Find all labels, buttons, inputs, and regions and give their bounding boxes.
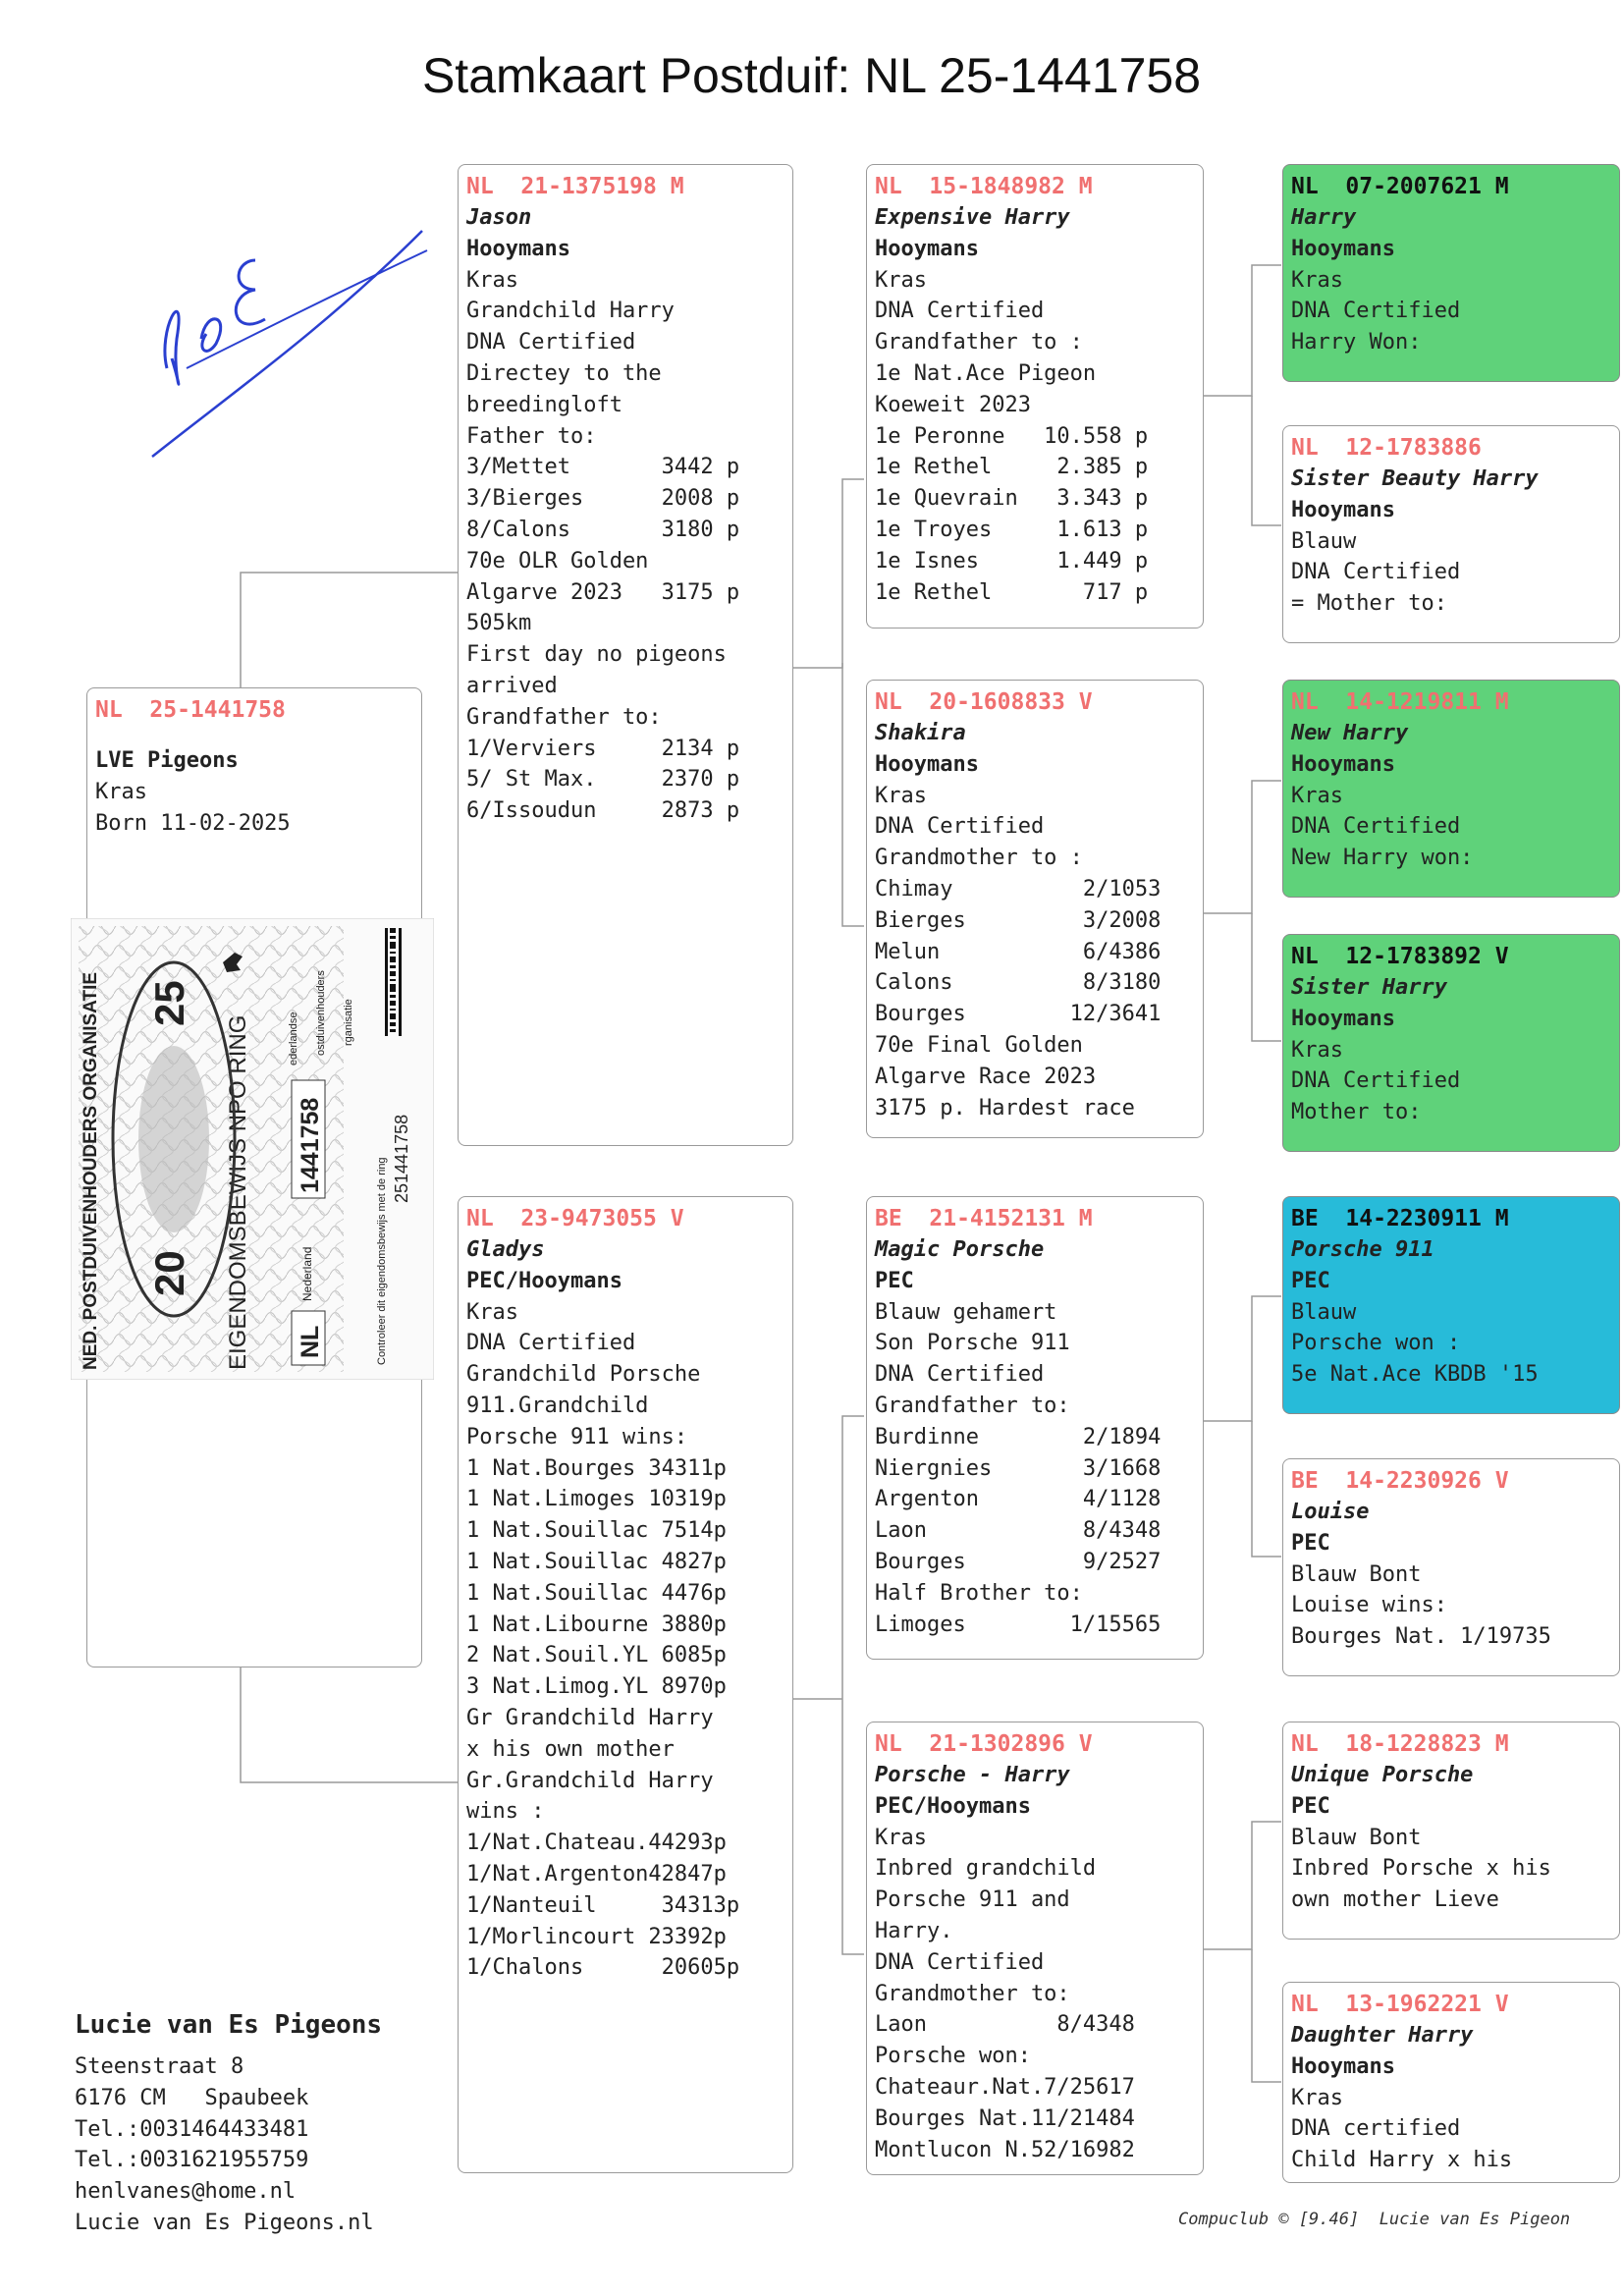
dam-line: 911.Grandchild (466, 1393, 649, 1418)
sss-name: Harry (1291, 205, 1357, 230)
sds-name: New Harry (1291, 721, 1409, 745)
dds-ring: NL 18-1228823 M (1291, 1731, 1509, 1757)
ring-ownership-card (71, 918, 434, 1380)
dsd-line: Bourges Nat. 1/19735 (1291, 1624, 1551, 1650)
sds-line: Kras (1291, 783, 1343, 808)
sd-owner: Hooymans (875, 751, 979, 777)
dam-line: x his own mother (466, 1736, 675, 1762)
ring-logo-2: ostduivenhouders (315, 970, 327, 1056)
dam-line: DNA Certified (466, 1331, 636, 1356)
page-title: Stamkaart Postduif: NL 25-1441758 (421, 48, 1202, 103)
sd-ring: NL 20-1608833 V (875, 689, 1093, 715)
dam-line: 1 Nat.Bourges 34311p (466, 1455, 727, 1481)
sdd-ring: NL 12-1783892 V (1291, 944, 1509, 969)
ss-line: 1e Nat.Ace Pigeon (875, 360, 1097, 386)
ring-number: 1441758 (297, 1097, 324, 1193)
sire-line: 5/ St Max. 2370 p (466, 767, 740, 793)
ssd-ring: NL 12-1783886 (1291, 435, 1482, 461)
ds-name: Magic Porsche (875, 1237, 1045, 1262)
ds-line: Burdinne 2/1894 (875, 1424, 1162, 1449)
sd-line: DNA Certified (875, 814, 1045, 840)
sdd-line: Kras (1291, 1037, 1343, 1063)
dss-ring: BE 14-2230911 M (1291, 1206, 1509, 1231)
sdd-line: Mother to: (1291, 1100, 1422, 1125)
ssd-owner: Hooymans (1291, 497, 1395, 522)
dds-line: Inbred Porsche x his (1291, 1856, 1551, 1882)
ring-title: EIGENDOMSBEWIJS NPO RING (225, 1014, 251, 1370)
ddd-line: Kras (1291, 2085, 1343, 2110)
dd-line: Laon 8/4348 (875, 2012, 1135, 2038)
ds-line: Son Porsche 911 (875, 1331, 1070, 1356)
dds-owner: PEC (1291, 1793, 1330, 1819)
ss-line: 1e Peronne 10.558 p (875, 423, 1149, 449)
sire-sire-card (866, 164, 1204, 629)
dds-name: Unique Porsche (1291, 1763, 1474, 1787)
dsd-line: Blauw Bont (1291, 1561, 1422, 1587)
dd-line: Chateaur.Nat.7/25617 (875, 2074, 1135, 2100)
software-credit: Compuclub © [9.46] Lucie van Es Pigeon (1178, 2210, 1571, 2229)
dam-line: 1/Nanteuil 34313p (466, 1892, 740, 1918)
breeder-website: Lucie van Es Pigeons.nl (75, 2210, 374, 2235)
breeder-phone-2: Tel.:0031621955759 (75, 2148, 309, 2173)
breeder-phone-1: Tel.:0031464433481 (75, 2116, 309, 2142)
sss-line: Harry Won: (1291, 330, 1422, 355)
dam-line: 1/Chalons 20605p (466, 1955, 740, 1981)
sire-owner: Hooymans (466, 236, 570, 261)
dam-line: 2 Nat.Souil.YL 6085p (466, 1643, 727, 1668)
sd-name: Shakira (875, 721, 966, 745)
ddd-card (1282, 1982, 1620, 2183)
dam-line: 1 Nat.Limoges 10319p (466, 1487, 727, 1512)
ring-logo-1: ederlandse (288, 1011, 299, 1066)
dam-line: Grandchild Porsche (466, 1362, 701, 1388)
dam-name: Gladys (466, 1237, 545, 1262)
dam-line: 1 Nat.Souillac 4476p (466, 1580, 727, 1606)
ddd-line: Child Harry x his (1291, 2148, 1513, 2173)
sire-line: Grandchild Harry (466, 299, 675, 324)
sire-line: First day no pigeons (466, 642, 727, 668)
sire-line: 3/Bierges 2008 p (466, 486, 740, 512)
ring-org: NED. POSTDUIVENHOUDERS ORGANISATIE (81, 971, 101, 1370)
breeder-address: Steenstraat 8 (75, 2054, 244, 2079)
sire-name: Jason (466, 205, 532, 230)
breeder-email: henlvanes@home.nl (75, 2179, 297, 2205)
sd-line: Grandmother to : (875, 846, 1083, 871)
sire-line: 1/Verviers 2134 p (466, 736, 740, 761)
sdd-card (1282, 934, 1620, 1152)
dds-card (1282, 1722, 1620, 1940)
ring-check-text: Controleer dit eigendomsbewijs met de ring (376, 1157, 388, 1365)
dsd-ring: BE 14-2230926 V (1291, 1468, 1509, 1494)
ds-line: Laon 8/4348 (875, 1518, 1162, 1544)
sdd-owner: Hooymans (1291, 1006, 1395, 1031)
sss-card (1282, 164, 1620, 382)
sd-line: Melun 6/4386 (875, 939, 1162, 964)
sire-line: 3/Mettet 3442 p (466, 455, 740, 480)
sire-line: DNA Certified (466, 330, 636, 355)
ds-line: Bourges 9/2527 (875, 1549, 1162, 1574)
dam-line: 1 Nat.Libourne 3880p (466, 1612, 727, 1637)
ss-line: 1e Rethel 2.385 p (875, 455, 1149, 480)
ss-line: 1e Troyes 1.613 p (875, 517, 1149, 542)
sire-line: Kras (466, 267, 518, 293)
dam-card (458, 1196, 793, 2173)
dam-line: wins : (466, 1799, 545, 1825)
breeder-city: 6176 CM Spaubeek (75, 2085, 309, 2110)
dd-line: Kras (875, 1825, 927, 1850)
dd-line: Porsche won: (875, 2044, 1031, 2069)
sd-line: 3175 p. Hardest race (875, 1095, 1135, 1121)
ring-year-right: 25 (146, 980, 192, 1026)
ring-land: Nederland (300, 1246, 314, 1301)
sd-line: Bourges 12/3641 (875, 1002, 1162, 1027)
ds-ring: BE 21-4152131 M (875, 1206, 1093, 1231)
ddd-name: Daughter Harry (1291, 2023, 1474, 2048)
dss-card (1282, 1196, 1620, 1414)
ddd-line: DNA certified (1291, 2116, 1461, 2142)
sire-line: 70e OLR Golden (466, 548, 649, 574)
sire-line: 8/Calons 3180 p (466, 517, 740, 542)
dam-line: Kras (466, 1299, 518, 1325)
sire-line: Father to: (466, 423, 597, 449)
sd-line: Chimay 2/1053 (875, 876, 1162, 902)
dsd-name: Louise (1291, 1500, 1370, 1524)
breeder-contact (75, 2008, 382, 2239)
dam-line: Gr Grandchild Harry (466, 1705, 714, 1730)
dam-sire-card (866, 1196, 1204, 1660)
sss-line: DNA Certified (1291, 299, 1461, 324)
dds-line: own mother Lieve (1291, 1887, 1499, 1913)
ss-line: 1e Isnes 1.449 p (875, 548, 1149, 574)
dd-ring: NL 21-1302896 V (875, 1731, 1093, 1757)
dam-line: 3 Nat.Limog.YL 8970p (466, 1674, 727, 1700)
ring-year-left: 20 (146, 1250, 192, 1296)
sds-ring: NL 14-1219811 M (1291, 689, 1509, 715)
sd-line: 70e Final Golden (875, 1032, 1083, 1058)
sire-line: breedingloft (466, 392, 622, 417)
sss-owner: Hooymans (1291, 236, 1395, 261)
ring-logo-3: rganisatie (343, 999, 354, 1046)
sire-card (458, 164, 793, 1146)
sds-owner: Hooymans (1291, 751, 1395, 777)
subject-ring: NL 25-1441758 (95, 697, 286, 723)
sds-card (1282, 680, 1620, 898)
dd-line: DNA Certified (875, 1949, 1045, 1975)
ss-line: Grandfather to : (875, 330, 1083, 355)
ssd-line: = Mother to: (1291, 591, 1447, 617)
dd-line: Porsche 911 and (875, 1887, 1070, 1913)
sire-line: arrived (466, 673, 558, 698)
dss-owner: PEC (1291, 1268, 1330, 1293)
ss-line: 1e Quevrain 3.343 p (875, 486, 1149, 512)
dd-name: Porsche - Harry (875, 1763, 1070, 1787)
sire-line: 505km (466, 611, 532, 636)
ss-owner: Hooymans (875, 236, 979, 261)
dam-line: 1 Nat.Souillac 4827p (466, 1549, 727, 1574)
sdd-line: DNA Certified (1291, 1068, 1461, 1094)
sire-line: Directey to the (466, 360, 662, 386)
dds-line: Blauw Bont (1291, 1825, 1422, 1850)
dam-line: 1/Morlincourt 23392p (466, 1924, 727, 1949)
dam-line: 1 Nat.Souillac 7514p (466, 1518, 727, 1544)
dd-line: Grandmother to: (875, 1981, 1070, 2006)
sss-ring: NL 07-2007621 M (1291, 174, 1509, 199)
dsd-card (1282, 1458, 1620, 1676)
dsd-line: Louise wins: (1291, 1593, 1447, 1618)
ds-line: Grandfather to: (875, 1393, 1070, 1418)
ds-line: Half Brother to: (875, 1580, 1083, 1606)
sd-line: Calons 8/3180 (875, 970, 1162, 996)
ssd-line: DNA Certified (1291, 560, 1461, 585)
dam-line: 1/Nat.Chateau.44293p (466, 1831, 727, 1856)
ssd-card (1282, 425, 1620, 643)
sdd-name: Sister Harry (1291, 975, 1447, 1000)
subject-color: Kras (95, 779, 147, 804)
sd-line: Kras (875, 783, 927, 808)
sire-line: Algarve 2023 3175 p (466, 579, 740, 605)
ds-line: DNA Certified (875, 1362, 1045, 1388)
sire-line: 6/Issoudun 2873 p (466, 798, 740, 824)
sds-line: New Harry won: (1291, 846, 1474, 871)
ddd-ring: NL 13-1962221 V (1291, 1992, 1509, 2017)
dam-line: Porsche 911 wins: (466, 1424, 688, 1449)
dd-line: Inbred grandchild (875, 1856, 1097, 1882)
ddd-owner: Hooymans (1291, 2053, 1395, 2079)
dss-line: 5e Nat.Ace KBDB '15 (1291, 1362, 1539, 1388)
ssd-line: Blauw (1291, 528, 1357, 554)
ring-country: NL (297, 1325, 324, 1358)
ring-barcode-number: 251441758 (392, 1114, 411, 1203)
ss-line: DNA Certified (875, 299, 1045, 324)
sd-line: Algarve Race 2023 (875, 1064, 1097, 1089)
sire-line: Grandfather to: (466, 704, 662, 730)
ss-name: Expensive Harry (875, 205, 1070, 230)
ss-ring: NL 15-1848982 M (875, 174, 1093, 199)
dam-owner: PEC/Hooymans (466, 1268, 622, 1293)
ds-owner: PEC (875, 1268, 914, 1293)
sds-line: DNA Certified (1291, 814, 1461, 840)
sss-line: Kras (1291, 267, 1343, 293)
sd-line: Bierges 3/2008 (875, 907, 1162, 933)
dsd-owner: PEC (1291, 1530, 1330, 1556)
ds-line: Argenton 4/1128 (875, 1487, 1162, 1512)
dam-dam-card (866, 1722, 1204, 2175)
dam-line: 1/Nat.Argenton42847p (466, 1861, 727, 1886)
ds-line: Blauw gehamert (875, 1299, 1057, 1325)
dd-line: Montlucon N.52/16982 (875, 2137, 1135, 2162)
ssd-name: Sister Beauty Harry (1291, 466, 1539, 491)
ds-line: Limoges 1/15565 (875, 1612, 1162, 1637)
dss-name: Porsche 911 (1291, 1237, 1434, 1262)
ss-line: Kras (875, 267, 927, 293)
dd-line: Harry. (875, 1918, 953, 1943)
dam-ring: NL 23-9473055 V (466, 1206, 684, 1231)
ds-line: Niergnies 3/1668 (875, 1455, 1162, 1481)
sire-dam-card (866, 680, 1204, 1138)
subject-loft: LVE Pigeons (95, 748, 239, 773)
ss-line: Koeweit 2023 (875, 392, 1031, 417)
breeder-name: Lucie van Es Pigeons (75, 2010, 383, 2040)
dss-line: Porsche won : (1291, 1331, 1461, 1356)
sire-ring: NL 21-1375198 M (466, 174, 684, 199)
dd-line: Bourges Nat.11/21484 (875, 2105, 1135, 2131)
dss-line: Blauw (1291, 1299, 1357, 1325)
ss-line: 1e Rethel 717 p (875, 579, 1149, 605)
dd-owner: PEC/Hooymans (875, 1793, 1031, 1819)
dam-line: Gr.Grandchild Harry (466, 1768, 714, 1793)
subject-born: Born 11-02-2025 (95, 810, 291, 836)
